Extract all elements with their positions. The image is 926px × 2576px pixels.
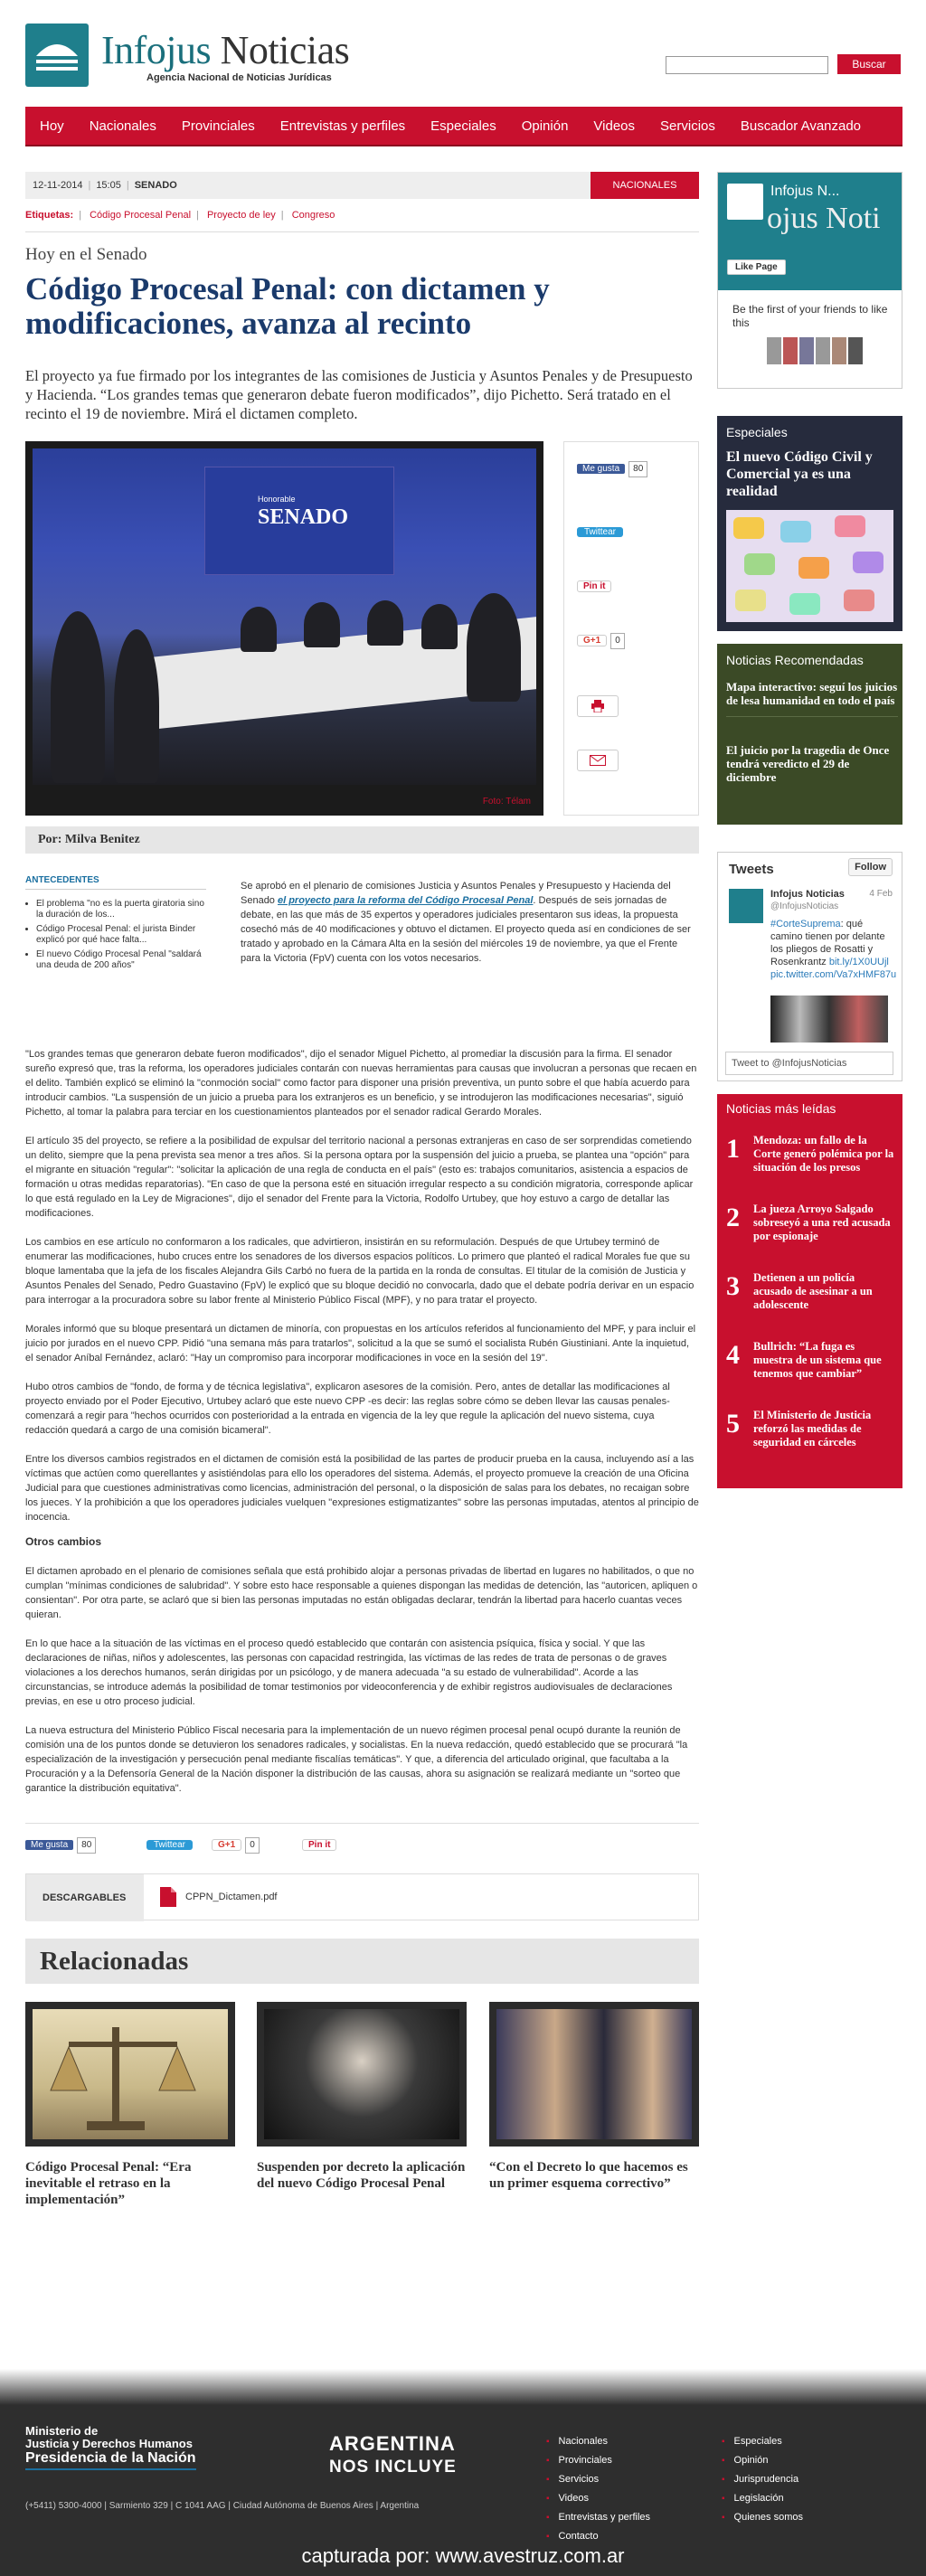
related-thumb bbox=[257, 2002, 467, 2147]
nav-item-nacionales[interactable]: Nacionales bbox=[89, 118, 156, 134]
body-subhead: Otros cambios bbox=[25, 1535, 102, 1548]
most-read-title: Noticias más leídas bbox=[726, 1101, 836, 1116]
tweet-text bbox=[770, 918, 897, 981]
especiales-image[interactable] bbox=[726, 510, 893, 622]
facebook-first-text: Be the first of your friends to like this bbox=[732, 303, 888, 329]
email-button[interactable] bbox=[577, 750, 619, 768]
recommended-item[interactable]: El juicio por la tragedia de Once tendrá veredicto el 29 de diciembre bbox=[726, 743, 890, 784]
twitter-share[interactable] bbox=[577, 524, 623, 542]
twitter-widget bbox=[717, 852, 902, 1081]
tweet-author-name[interactable]: Infojus Noticias bbox=[770, 889, 845, 900]
presidency-text: Presidencia de la Nación bbox=[25, 2450, 196, 2470]
gplus-share[interactable] bbox=[212, 1836, 260, 1854]
tweet-date[interactable]: 4 Feb bbox=[869, 889, 893, 899]
site-title[interactable] bbox=[101, 27, 349, 73]
screen-small-text: Honorable bbox=[258, 495, 296, 504]
tweet-link[interactable]: bit.ly/1X0UUjl bbox=[828, 957, 889, 967]
article-photo[interactable] bbox=[25, 441, 543, 816]
print-icon bbox=[577, 695, 619, 717]
body-paragraph: Entre los diversos cambios registrados en el dictamen de comisión está la posibilidad de las partes de producir prueba en la causa, incluyendo así a las víctimas que actúen como querellantes y asistiéndolas para ello los operadores del sistema. Además, el proyecto promueve la creación de una Oficina Judicial para que cuestiones administrativas como licencias, administración del personal, o la disposición de salas para los debates, no recaigan sobre los jueces. Y la prohibición a que los operadores judiciales vuelquen "expresiones estigmatizantes" sobre las personas imputadas, atentos al principio de inocencia. bbox=[25, 1454, 699, 1523]
search-input[interactable] bbox=[666, 56, 828, 74]
mail-icon bbox=[577, 750, 619, 771]
tweet-image[interactable] bbox=[770, 995, 888, 1043]
footer-links-2 bbox=[722, 2432, 803, 2527]
ministry-logo[interactable] bbox=[25, 2425, 193, 2450]
article-headline: Código Procesal Penal: con dictamen y modificaciones, avanza al recinto bbox=[25, 271, 550, 341]
intro-after: . Después de seis jornadas de debate, en las que más de 35 expertos y operadores judiciales presentaron sus ideas, la propuesta cosechó más de 40 modificaciones y obtuvo el dictamen. El proyecto queda así en condiciones de ser tratado y aprobado en la Cámara Alta en la sesión del miércoles 19 de noviembre, ya que el Frente para la Victoria (FpV) cuenta con los votos necesarios. bbox=[241, 895, 691, 964]
like-count: 80 bbox=[77, 1837, 96, 1854]
site-subtitle: Agencia Nacional de Noticias Jurídicas bbox=[146, 72, 332, 83]
tag-link[interactable]: Código Procesal Penal bbox=[90, 210, 192, 221]
footer-address: (+5411) 5300-4000 | Sarmiento 329 | C 1041 AAG | Ciudad Autónoma de Buenos Aires | Argentina bbox=[25, 2501, 420, 2511]
like-count: 80 bbox=[628, 461, 647, 477]
tweet-label: Twittear bbox=[577, 527, 623, 537]
article-author: Por: Milva Benitez bbox=[25, 826, 699, 854]
intro-before: Se aprobó en el plenario de comisiones Justicia y Asuntos Penales y Presupuesto y Hacienda del Senado bbox=[241, 881, 671, 906]
argentina-slogan-2: NOS INCLUYE bbox=[329, 2458, 457, 2477]
body-paragraph: El artículo 35 del proyecto, se refiere a la posibilidad de expulsar del territorio nacional a personas extranjeras en caso de ser sorprendidas cometiendo un delito, siempre que la pena prevista sea menor a tres años. Si la persona optara por la suspensión del juicio a prueba, se plantea una "opción" para el migrante en situación "regular": "solicitar la aplicación de una regla de conducta en el país" (esto es: trabajos comunitarios, asistencia a espacios de formación u otras medidas reparatorias). "En caso de que la persona esté en situación irregular respecto a su condición migratoria, corresponde aplicar lo que está regulado en la Ley de Migraciones", dijo el senador del Frente para la Victoria, Rodolfo Urtubey, que hoy estuvo a cargo de detallar las modificaciones. bbox=[25, 1136, 694, 1219]
most-read-number: 4 bbox=[726, 1340, 740, 1370]
date-bar: 12-11-2014 | 15:05 | SENADO NACIONALES bbox=[25, 172, 699, 199]
related-item-title: Suspenden por decreto la aplicación del nuevo Código Procesal Penal bbox=[257, 2160, 466, 2191]
nav-item-hoy[interactable]: Hoy bbox=[40, 118, 64, 134]
related-item-title: “Con el Decreto lo que hacemos es un primer esquema correctivo” bbox=[489, 2160, 688, 2191]
tags-label: Etiquetas: bbox=[25, 210, 74, 221]
tweet-author-handle[interactable]: @InfojusNoticias bbox=[770, 901, 839, 911]
nav-item-buscador[interactable]: Buscador Avanzado bbox=[740, 118, 862, 134]
capture-credit: capturada por: www.avestruz.com.ar bbox=[301, 2544, 625, 2567]
article-time: 15:05 bbox=[96, 180, 121, 191]
article-intro bbox=[25, 875, 699, 1047]
tweet-to-input[interactable]: Tweet to @InfojusNoticias bbox=[725, 1052, 893, 1075]
article-date: 12-11-2014 bbox=[33, 180, 83, 191]
tweet-pic-link[interactable]: pic.twitter.com/Va7xHMF87u bbox=[770, 969, 897, 980]
article-body bbox=[25, 1047, 699, 1796]
pdf-icon bbox=[160, 1887, 176, 1907]
pinterest-share[interactable] bbox=[302, 1836, 336, 1854]
gplus-count: 0 bbox=[245, 1837, 260, 1854]
facebook-like[interactable] bbox=[577, 460, 647, 478]
gplus-count: 0 bbox=[610, 633, 625, 649]
twitter-share[interactable] bbox=[146, 1836, 193, 1854]
antecedentes-title: ANTECEDENTES bbox=[25, 875, 206, 890]
footer-link[interactable]: ▪ Jurisprudencia bbox=[722, 2470, 803, 2489]
like-label: Me gusta bbox=[25, 1840, 73, 1850]
most-read-title-text: La jueza Arroyo Salgado sobreseyó a una red acusada por espionaje bbox=[753, 1203, 891, 1242]
most-read-number: 3 bbox=[726, 1271, 740, 1301]
related-thumb bbox=[489, 2002, 699, 2147]
brand-b: Noticias bbox=[220, 28, 350, 72]
site-header bbox=[25, 18, 902, 90]
most-read-item[interactable] bbox=[717, 1407, 902, 1461]
share-column bbox=[563, 441, 699, 816]
related-item-title: Código Procesal Penal: “Era inevitable el retraso en la implementación” bbox=[25, 2160, 192, 2207]
downloads-label: DESCARGABLES bbox=[26, 1874, 144, 1921]
footer-link[interactable]: ▪ Videos bbox=[546, 2489, 650, 2508]
facebook-cover[interactable] bbox=[718, 173, 902, 290]
friends-faces bbox=[767, 337, 865, 367]
most-read-number: 1 bbox=[726, 1134, 740, 1164]
recommended-box bbox=[717, 644, 902, 825]
facebook-page-name: Infojus N... bbox=[770, 184, 840, 199]
print-button[interactable] bbox=[577, 695, 619, 713]
article-kicker: Hoy en el Senado bbox=[25, 245, 147, 264]
most-read-item[interactable] bbox=[717, 1201, 902, 1255]
tweet-body: : qué camino tienen por delante los pliegos de Rosatti y Rosenkrantz bbox=[770, 919, 885, 967]
footer-links-1 bbox=[546, 2432, 650, 2546]
tag-link[interactable]: Congreso bbox=[291, 210, 335, 221]
follow-button[interactable]: Follow bbox=[848, 858, 893, 876]
photo-area bbox=[25, 441, 699, 816]
brand-a: Infojus bbox=[101, 28, 221, 72]
nav-item-servicios[interactable]: Servicios bbox=[660, 118, 715, 134]
share-bar-bottom bbox=[25, 1823, 699, 1859]
body-paragraph: Morales informó que su bloque presentará un dictamen de minoría, con propuestas en los artículos referidos al funcionamiento del MPF, y para incluir el juicio por jurados en el nuevo CPP. Pidió "una semana más para tratarlos", solicitud a la que se sumó el socialista Rubén Giustiniani. Ante la inquietud, el senador Aníbal Fernández, aclaró: "Hay un compromiso para incorporar modificaciones in voce en la sesión del 19". bbox=[25, 1324, 696, 1363]
article-lead: El proyecto ya fue firmado por los integrantes de las comisiones de Justicia y Asuntos Penales y de Presupuesto y Hacienda. “Los grandes temas que generaron debate fueron modificados”, dijo Pichetto. Será tratado en el recinto el 19 de noviembre. Mirá el dictamen completo. bbox=[25, 367, 693, 422]
article-section: SENADO bbox=[134, 180, 177, 191]
antecedentes-box bbox=[25, 875, 206, 975]
footer-link[interactable]: ▪ Contacto bbox=[546, 2527, 650, 2546]
footer-link[interactable]: ▪ Entrevistas y perfiles bbox=[546, 2508, 650, 2527]
related-item[interactable] bbox=[257, 2002, 467, 2192]
screen-big-text: SENADO bbox=[258, 505, 349, 529]
antecedente-link[interactable]: • El problema "no es la puerta giratoria sino la duración de los... bbox=[36, 899, 206, 920]
download-file-name: CPPN_Dictamen.pdf bbox=[185, 1891, 278, 1902]
facebook-like-page-button[interactable]: Like Page bbox=[727, 259, 786, 275]
most-read-title-text: Mendoza: un fallo de la Corte generó polémica por la situación de los presos bbox=[753, 1134, 894, 1174]
footer-link[interactable]: ▪ Quienes somos bbox=[722, 2508, 803, 2527]
footer-link[interactable]: ▪ Provinciales bbox=[546, 2451, 650, 2470]
recommended-title: Noticias Recomendadas bbox=[726, 653, 864, 667]
related-item[interactable] bbox=[25, 2002, 235, 2208]
downloads-box bbox=[25, 1873, 699, 1920]
most-read-box bbox=[717, 1094, 902, 1488]
especiales-title: Especiales bbox=[726, 425, 788, 439]
twitter-avatar[interactable] bbox=[729, 889, 763, 923]
gplus-share[interactable] bbox=[577, 632, 625, 650]
tweets-title: Tweets bbox=[729, 862, 774, 877]
gplus-label: G+1 bbox=[577, 635, 607, 646]
ministry-line-2: Justicia y Derechos Humanos bbox=[25, 2437, 193, 2450]
body-paragraph: Los cambios en ese artículo no conformaron a los radicales, que advirtieron, insistirán en su reformulación. Después de que Urtubey terminó de enumerar las modificaciones, hubo cruces entre los senadores de los diversos espacios políticos. Lo primero que planteó el radical Morales fue que su bloque lamentaba que la jefa de los fiscales Alejandra Gils Carbó no fuera de la partida en la ronda de consultas. El titular de la comisión de Justicia y Asuntos Penales del Senado, Pedro Guastavino (FpV) le explicó que su bloque decidió no convocarla, dado que el debate podría derivar en un espacio para interrogar a la procuradora sobre su labor frente al Ministerio Público Fiscal (MPF), y no para tratar el proyecto. bbox=[25, 1237, 694, 1306]
senate-screen bbox=[204, 467, 394, 575]
category-badge[interactable]: NACIONALES bbox=[591, 172, 699, 199]
especiales-story[interactable]: El nuevo Código Civil y Comercial ya es una realidad bbox=[726, 449, 873, 499]
most-read-title-text: Detienen a un policía acusado de asesinar a un adolescente bbox=[753, 1271, 873, 1311]
article-column bbox=[25, 172, 699, 2207]
body-paragraph: "Los grandes temas que generaron debate fueron modificados", dijo el senador Miguel Pichetto, al promediar la discusión para la firma. El senador sureño expresó que, tras la reforma, los operadores judiciales contarán con nuevas herramientas para causas que involucran a personas que recaen en el delito. También explicó se eliminó la "conmoción social" como factor para disponer una prisión preventiva, un punto sobre el que había acuerdo para introducir cambios. "La suspensión de un juicio a prueba para los extranjeros es un beneficio, y se introdujeron las modificaciones necesarias", siguió Pichetto, al tomar la palabra para terciar en los cuestionamientos planteados por el senador radical Gerardo Morales. bbox=[25, 1049, 697, 1118]
body-paragraph: La nueva estructura del Ministerio Público Fiscal necesaria para la implementación de un nuevo régimen procesal penal ocupó durante la reunión de comisión una de los puntos donde se detuvieron los senadores radicales, y socialistas. En la nueva redacción, quedó establecido que se procurará "la especialización de la investigación y persecución penal mediante fiscalías temáticas". Y que, a diferencia del articulado original, que facultaba a la Procuración y a la Defensoría General de la Nación disponer la distribución de las causas, ahora su asignación se realizará mediante un "sorteo que garantice la distribución equitativa". bbox=[25, 1725, 688, 1794]
photo-credit: Foto: Télam bbox=[482, 797, 531, 807]
intro-paragraph bbox=[241, 879, 699, 966]
footer-link[interactable]: ▪ Servicios bbox=[546, 2470, 650, 2489]
nav-item-entrevistas[interactable]: Entrevistas y perfiles bbox=[279, 118, 406, 134]
recommended-item[interactable]: Mapa interactivo: seguí los juicios de lesa humanidad en todo el país bbox=[726, 680, 898, 717]
main-nav bbox=[25, 107, 902, 146]
search-button[interactable]: Buscar bbox=[837, 54, 901, 74]
most-read-number: 5 bbox=[726, 1409, 740, 1439]
body-paragraph: En lo que hace a la situación de las víctimas en el proceso quedó establecido que contarán con asistencia psíquica, física y social. Y que las declaraciones de niñas, niños y adolescentes, las personas con capacidad restringida, las víctimas de las redes de trata de personas o de graves violaciones a los derechos humanos, serán dirigidas por un psicólogo, y de manera adecuada "a su estado de vulnerabilidad". Acorde a las circunstancias, se introduce además la posibilidad de tomar testimonios por videoconferencia y de exhibir registros audiovisuales de declaraciones previas, en ese u otro proceso judicial. bbox=[25, 1638, 673, 1707]
facebook-cover-text: ojus Noti bbox=[767, 202, 881, 235]
gplus-label: G+1 bbox=[212, 1839, 241, 1851]
antecedente-link[interactable]: • El nuevo Código Procesal Penal "saldará una deuda de 200 años" bbox=[36, 949, 206, 971]
most-read-item[interactable] bbox=[717, 1269, 902, 1324]
facebook-avatar bbox=[727, 184, 763, 220]
site-footer bbox=[0, 2369, 926, 2576]
pin-label: Pin it bbox=[577, 580, 611, 592]
facebook-widget bbox=[717, 172, 902, 389]
like-label: Me gusta bbox=[577, 464, 625, 474]
footer-link[interactable]: ▪ Legislación bbox=[722, 2489, 803, 2508]
ministry-line-1: Ministerio de bbox=[25, 2424, 99, 2438]
antecedente-link[interactable]: • Código Procesal Penal: el jurista Binder explicó por qué hace falta... bbox=[36, 924, 206, 946]
body-paragraph: Hubo otros cambios de "fondo, de forma y de técnica legislativa", explicaron asesores de la comisión. Pero, antes de detallar las modificaciones al proyecto enviado por el Poder Ejecutivo, Urtubey aclaró que este nuevo CPP -es decir: las reglas sobre cómo se deben llevar las causas penales- comenzará a regir para "hechos ocurridos con posterioridad a la entrada en vigencia de la ley que regule la aplicación del nuevo sistema, cuya redacción quedará a cargo de una comisión bicameral". bbox=[25, 1382, 670, 1436]
tag-link[interactable]: Proyecto de ley bbox=[206, 210, 276, 221]
pin-label: Pin it bbox=[302, 1839, 336, 1851]
footer-link[interactable]: ▪ Nacionales bbox=[546, 2432, 650, 2451]
logo-icon[interactable] bbox=[25, 24, 89, 87]
nav-item-provinciales[interactable]: Provinciales bbox=[181, 118, 255, 134]
related-thumb bbox=[25, 2002, 235, 2147]
nav-item-especiales[interactable]: Especiales bbox=[430, 118, 496, 134]
download-file[interactable] bbox=[160, 1887, 278, 1907]
related-title: Relacionadas bbox=[25, 1939, 699, 1984]
nav-item-opinion[interactable]: Opinión bbox=[521, 118, 569, 134]
especiales-box bbox=[717, 416, 902, 631]
related-item[interactable] bbox=[489, 2002, 699, 2192]
most-read-item[interactable] bbox=[717, 1338, 902, 1392]
most-read-number: 2 bbox=[726, 1203, 740, 1232]
most-read-title-text: El Ministerio de Justicia reforzó las medidas de seguridad en cárceles bbox=[753, 1409, 872, 1448]
footer-link[interactable]: ▪ Especiales bbox=[722, 2432, 803, 2451]
related-list bbox=[25, 2002, 699, 2207]
tags-row: Etiquetas: | Código Procesal Penal | Proyecto de ley | Congreso bbox=[25, 210, 335, 221]
project-link[interactable]: el proyecto para la reforma del Código Procesal Penal bbox=[277, 895, 534, 906]
tweet-label: Twittear bbox=[146, 1840, 193, 1850]
nav-item-videos[interactable]: Videos bbox=[593, 118, 636, 134]
body-paragraph: El dictamen aprobado en el plenario de comisiones señala que está prohibido alojar a personas privadas de libertad en lugares no habilitados, o que no cumplan "mínimas condiciones de salubridad". Y sobre esto hace responsable a quienes dispongan las medidas de detención, las "autoricen, apliquen o consientan". Por otra parte, se aclaró que si bien las personas imputadas no están obligadas declarar, tendrán la libertad para hacerlo cuantas veces quieran. bbox=[25, 1566, 698, 1620]
footer-link[interactable]: ▪ Opinión bbox=[722, 2451, 803, 2470]
senate-photo bbox=[33, 448, 536, 785]
sidebar bbox=[717, 172, 902, 1488]
facebook-like[interactable] bbox=[25, 1836, 96, 1854]
argentina-slogan-1: ARGENTINA bbox=[329, 2432, 456, 2455]
most-read-item[interactable] bbox=[717, 1132, 902, 1186]
tweet-hashtag[interactable]: #CorteSuprema bbox=[770, 919, 841, 929]
pinterest-share[interactable] bbox=[577, 578, 611, 596]
most-read-title-text: Bullrich: “La fuga es muestra de un sistema que tenemos que cambiar” bbox=[753, 1340, 882, 1380]
